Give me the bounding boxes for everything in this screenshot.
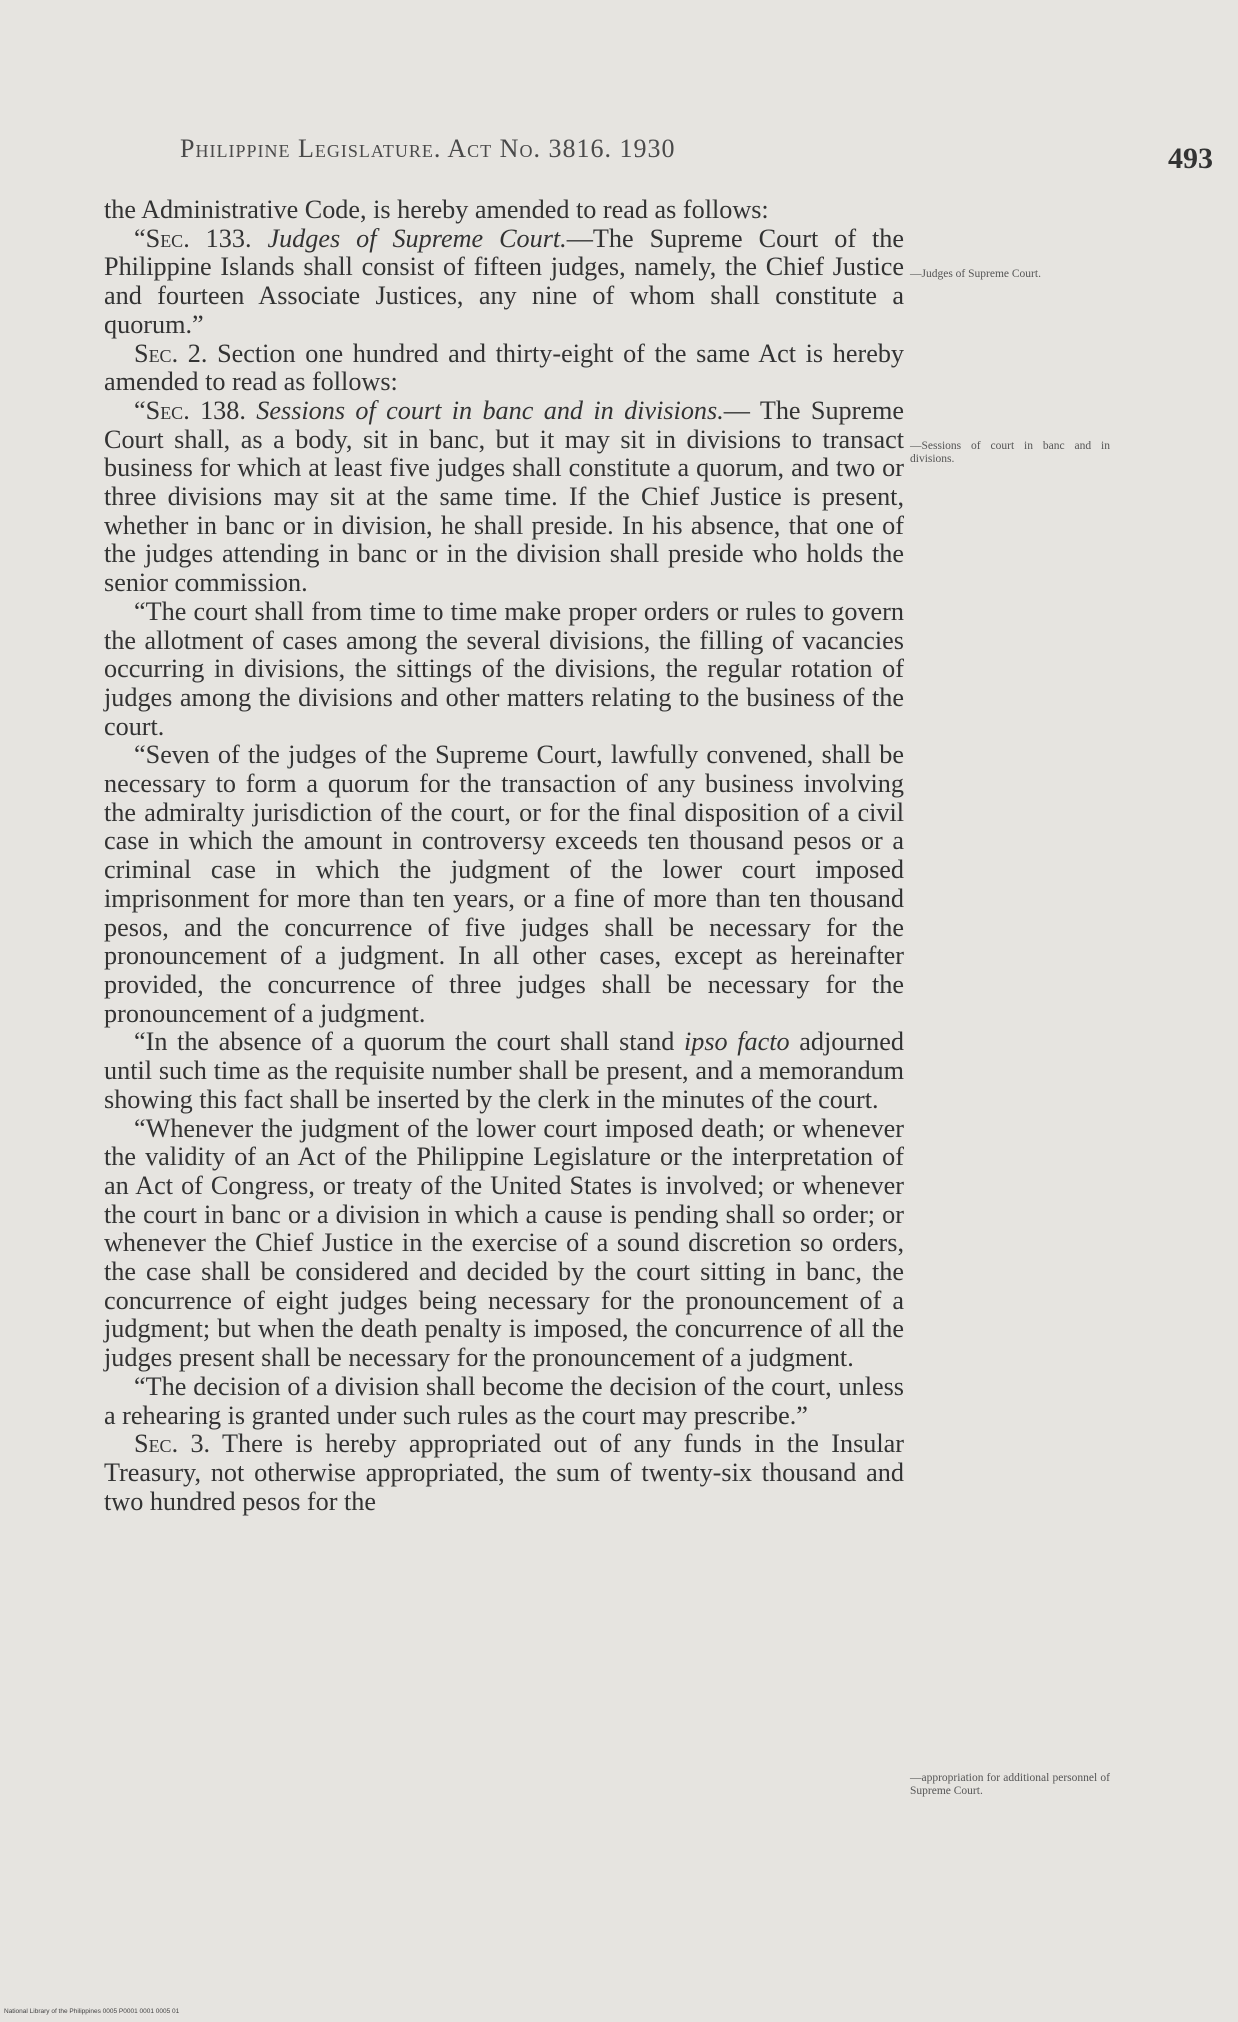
paragraph: “The court shall from time to time make proper orders or rules to govern the allotment of cases among the several divisions, the filling of vacancies occurring in divisions, the sittings of the divisions, the regular rotation of judges among the divisions and other matters relating to the business of the court.	[104, 596, 904, 741]
section-text: There is hereby appropriated out of any funds in the Insular Treasury, not otherwise appropriated, the sum of twenty-six thousand and two hundred pesos for the	[104, 1429, 904, 1516]
section-text: —The Supreme Court of the Philippine Islands shall consist of fifteen judges, namely, the Chief Justice and fourteen Associate Justices, any nine of whom shall constitute a quorum.”	[104, 223, 904, 339]
paragraph	[104, 1028, 904, 1114]
body-text	[104, 196, 904, 1516]
section-label: Sec. 3.	[134, 1429, 211, 1459]
section-text: Section one hundred and thirty-eight of the same Act is hereby amended to read as follows:	[104, 338, 905, 397]
running-header: Philippine Legislature. Act No. 3816. 1930	[180, 134, 676, 163]
paragraph: “The decision of a division shall become the decision of the court, unless a rehearing is granted under such rules as the court may prescribe.”	[104, 1371, 904, 1430]
scan-source-footer: National Library of the Philippines 0005 P0001 0001 0005 01	[4, 2008, 180, 2015]
section-label: “Sec. 138.	[134, 395, 246, 425]
page-number: 493	[1168, 142, 1213, 175]
section-138	[104, 397, 904, 598]
section-heading: Judges of Supreme Court.	[267, 223, 567, 253]
margin-note-appropriation: —appropriation for additional personnel of Supreme Court.	[910, 1772, 1110, 1797]
section-133	[104, 225, 904, 340]
text-run: adjourned until such time as the requisite number shall be present, and a memorandum showing this fact shall be inserted by the clerk in the minutes of the court.	[104, 1027, 904, 1114]
section-text: — The Supreme Court shall, as a body, sit in banc, but it may sit in divisions to transact business for which at least five judges shall constitute a quorum, and two or three divisions may sit at the same time. If the Chief Justice is present, whether in banc or in division, he shall preside. In his absence, that one of the judges attending in banc or in the division shall preside who holds the senior commission.	[104, 395, 904, 598]
paragraph: “Seven of the judges of the Supreme Court, lawfully convened, shall be necessary to form a quorum for the transaction of any business involving the admiralty jurisdiction of the court, or for the final disposition of a civil case in which the amount in controversy exceeds ten thousand pesos or a criminal case in which the judgment of the lower court imposed imprisonment for more than ten years, or a fine of more than ten thousand pesos, and the concurrence of five judges shall be necessary for the pronouncement of a judgment. In all other cases, except as hereinafter provided, the concurrence of three judges shall be necessary for the pronouncement of a judgment.	[104, 740, 904, 1028]
text-run: “In the absence of a quorum the court shall stand	[134, 1027, 675, 1057]
margin-note-sessions: —Sessions of court in banc and in divisions.	[910, 440, 1110, 465]
paragraph: “Whenever the judgment of the lower court imposed death; or whenever the validity of an Act of the Philippine Legislature or the interpretation of an Act of Congress, or treaty of the United States is involved; or whenever the court in banc or a division in which a cause is pending shall so order; or whenever the Chief Justice in the exercise of a sound discretion so orders, the case shall be considered and decided by the court sitting in banc, the concurrence of eight judges being necessary for the pronouncement of a judgment; but when the death penalty is imposed, the concurrence of all the judges present shall be necessary for the pronouncement of a judgment.	[104, 1113, 904, 1373]
section-label: “Sec. 133.	[134, 223, 252, 253]
section-heading: Sessions of court in banc and in divisions.	[256, 395, 724, 425]
italic-term: ipso facto	[684, 1027, 790, 1057]
section-label: Sec. 2.	[134, 338, 208, 368]
section-3	[104, 1430, 904, 1516]
section-2	[104, 340, 904, 397]
margin-note-judges: —Judges of Supreme Court.	[910, 268, 1041, 280]
paragraph: the Administrative Code, is hereby amended to read as follows:	[104, 195, 769, 224]
